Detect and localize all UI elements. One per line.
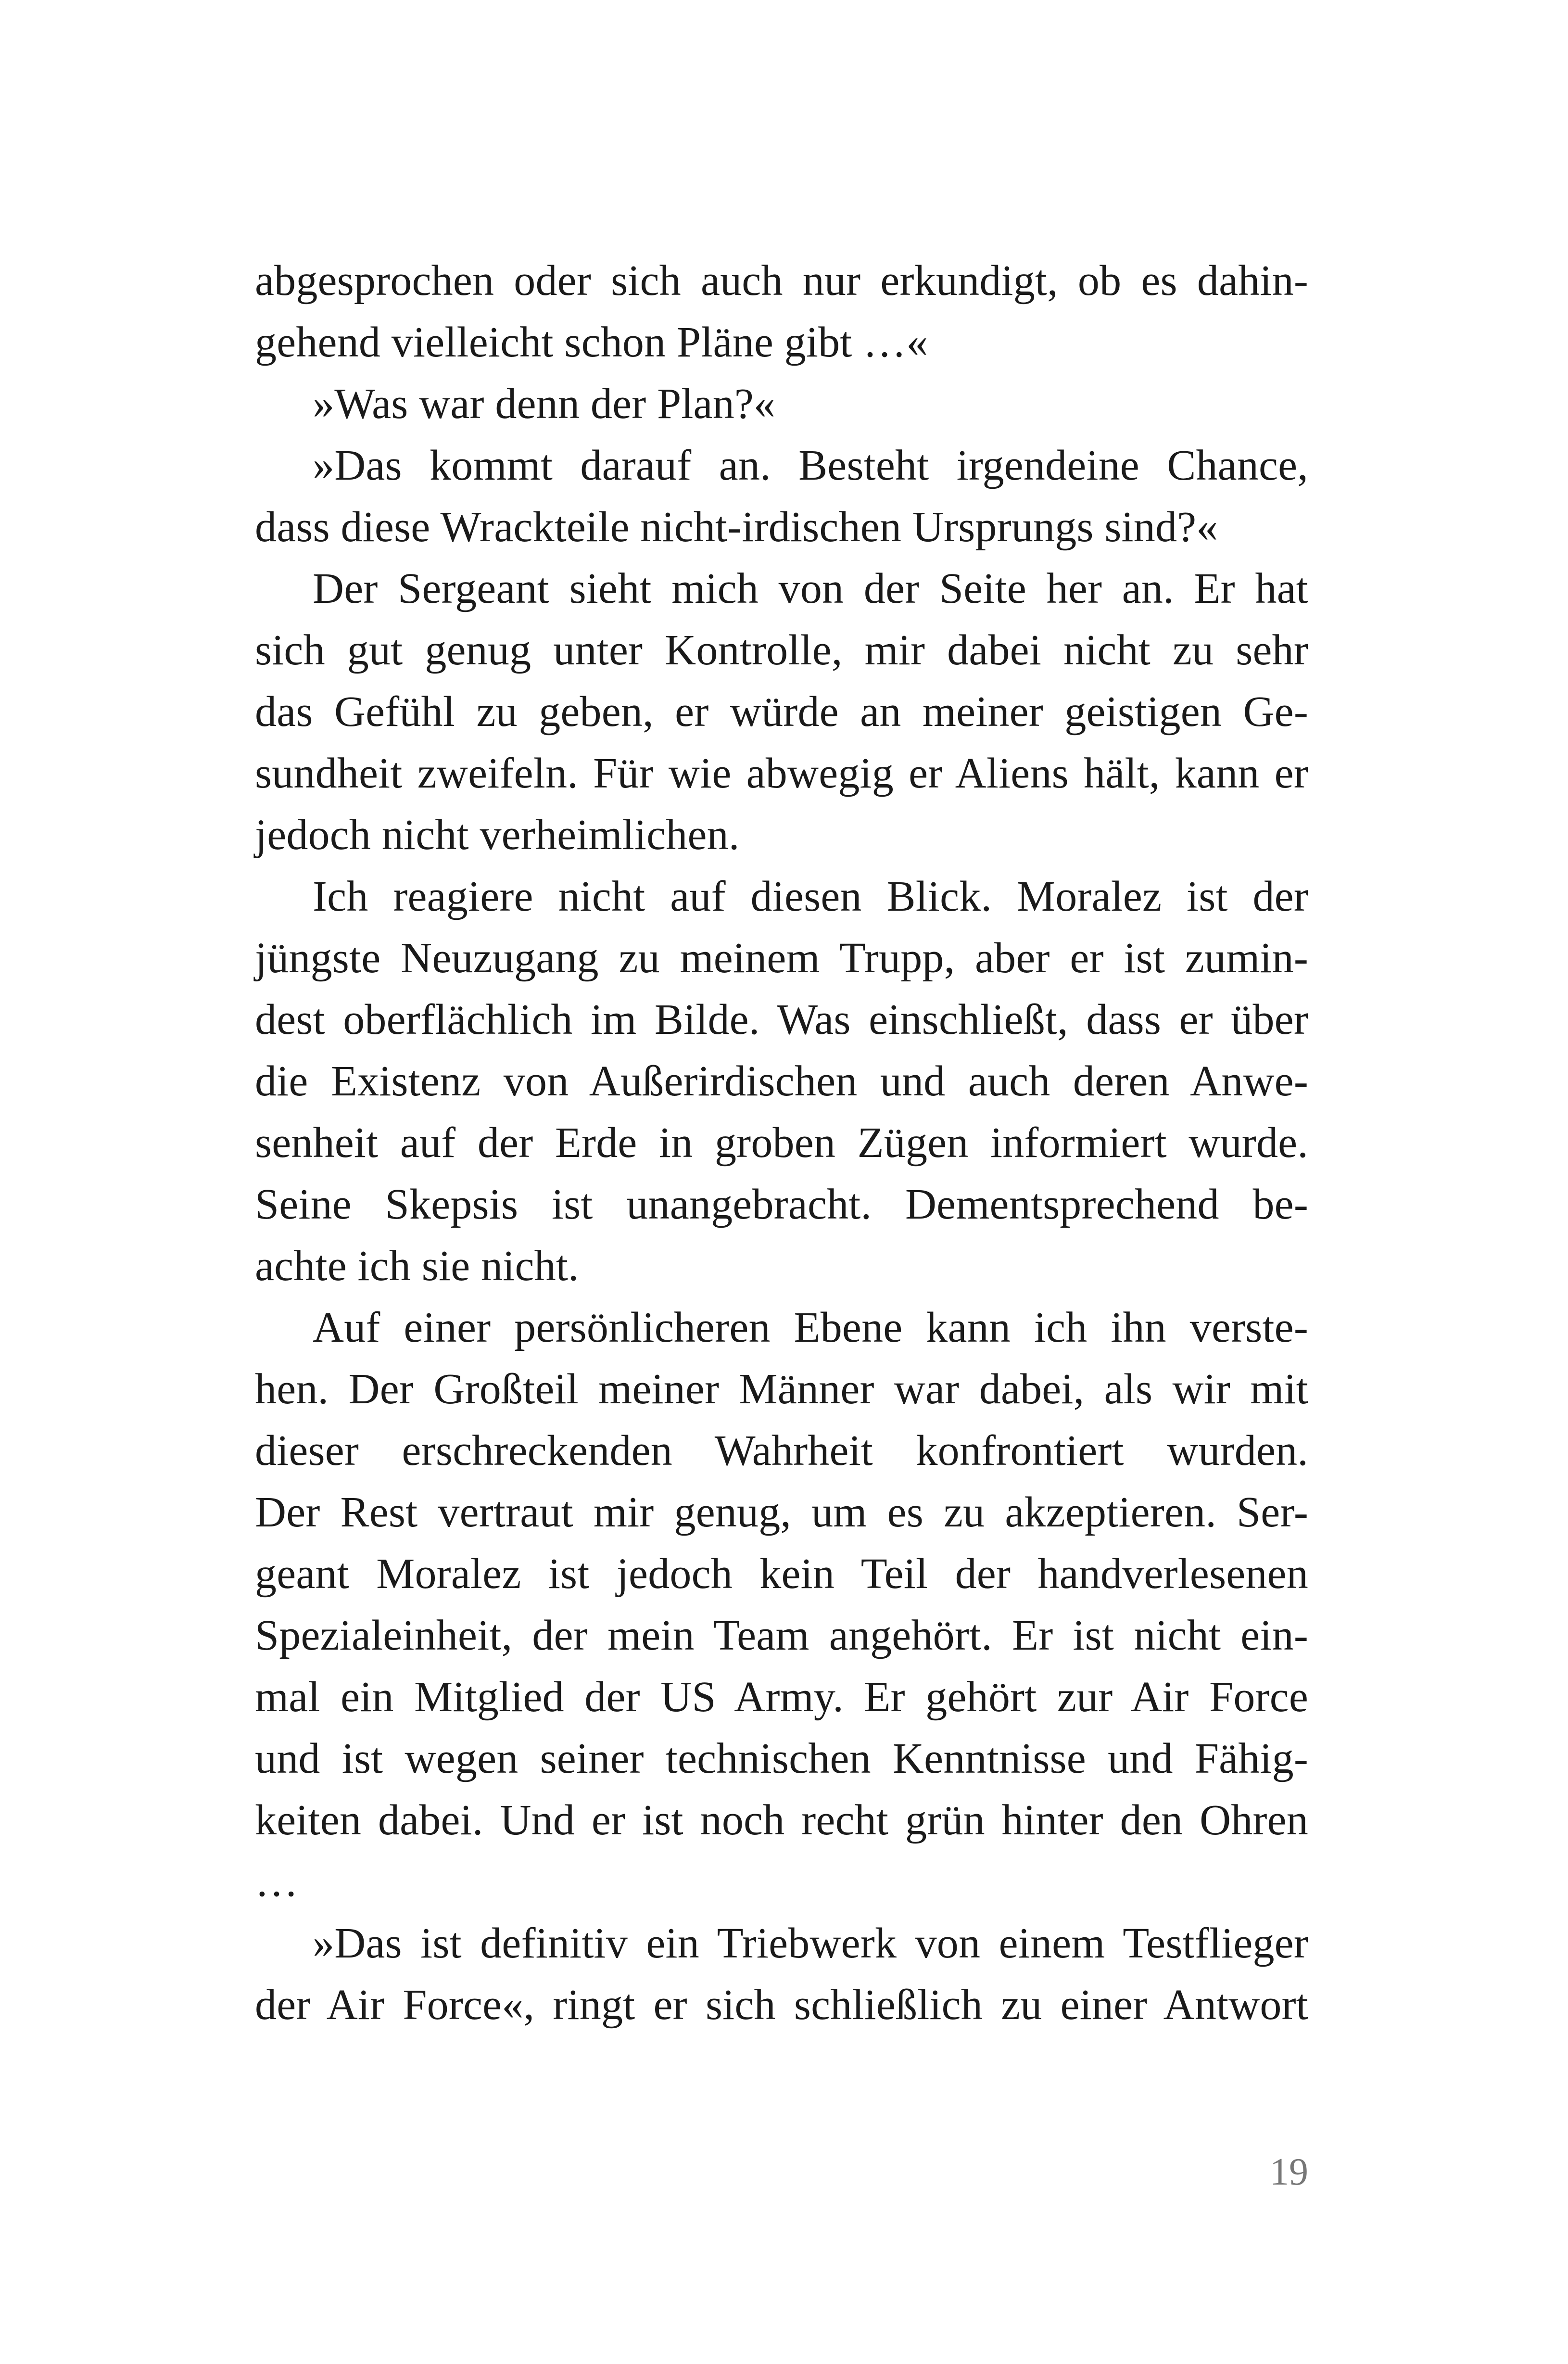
- text-line: Spezialeinheit, der mein Team angehört. Er ist nicht ein-: [255, 1612, 1308, 1659]
- page-number: 19: [1270, 2151, 1308, 2193]
- text-line: das Gefühl zu geben, er würde an meiner geistigen Ge-: [255, 688, 1308, 736]
- text-line: geant Moralez ist jedoch kein Teil der handverlesenen: [255, 1550, 1308, 1598]
- text-line: …: [255, 1858, 299, 1906]
- text-line: sundheit zweifeln. Für wie abwegig er Aliens hält, kann er: [255, 750, 1308, 797]
- text-line: mal ein Mitglied der US Army. Er gehört zur Air Force: [255, 1673, 1308, 1721]
- text-line: die Existenz von Außerirdischen und auch deren Anwe-: [255, 1057, 1308, 1105]
- text-line: Ich reagiere nicht auf diesen Blick. Moralez ist der: [313, 873, 1308, 920]
- text-line: dass diese Wrackteile nicht-irdischen Ursprungs sind?«: [255, 503, 1218, 551]
- text-line: hen. Der Großteil meiner Männer war dabei, als wir mit: [255, 1365, 1308, 1413]
- text-line: dest oberflächlich im Bilde. Was einschließt, dass er über: [255, 996, 1308, 1043]
- text-line: gehend vielleicht schon Pläne gibt …«: [255, 318, 928, 366]
- text-line: Seine Skepsis ist unangebracht. Dementsprechend be-: [255, 1181, 1308, 1228]
- text-line: der Air Force«, ringt er sich schließlich zu einer Antwort: [255, 1981, 1308, 2029]
- text-line: achte ich sie nicht.: [255, 1242, 579, 1290]
- text-line: Der Rest vertraut mir genug, um es zu akzeptieren. Ser-: [255, 1488, 1308, 1536]
- text-line: jedoch nicht verheimlichen.: [255, 811, 740, 859]
- text-line: »Was war denn der Plan?«: [313, 380, 776, 428]
- text-line: sich gut genug unter Kontrolle, mir dabei nicht zu sehr: [255, 626, 1308, 674]
- text-line: und ist wegen seiner technischen Kenntnisse und Fähig-: [255, 1735, 1308, 1782]
- text-line: jüngste Neuzugang zu meinem Trupp, aber er ist zumin-: [255, 934, 1308, 982]
- text-line: »Das ist definitiv ein Triebwerk von einem Testflieger: [313, 1919, 1308, 1967]
- text-line: abgesprochen oder sich auch nur erkundigt, ob es dahin-: [255, 257, 1308, 305]
- text-line: dieser erschreckenden Wahrheit konfrontiert wurden.: [255, 1427, 1308, 1474]
- text-line: senheit auf der Erde in groben Zügen informiert wurde.: [255, 1119, 1308, 1167]
- text-line: Auf einer persönlicheren Ebene kann ich ihn verste-: [313, 1304, 1308, 1351]
- text-line: »Das kommt darauf an. Besteht irgendeine Chance,: [313, 442, 1308, 489]
- text-line: Der Sergeant sieht mich von der Seite her an. Er hat: [313, 565, 1308, 612]
- body-text: [255, 250, 1308, 2036]
- text-line: keiten dabei. Und er ist noch recht grün hinter den Ohren: [255, 1796, 1308, 1844]
